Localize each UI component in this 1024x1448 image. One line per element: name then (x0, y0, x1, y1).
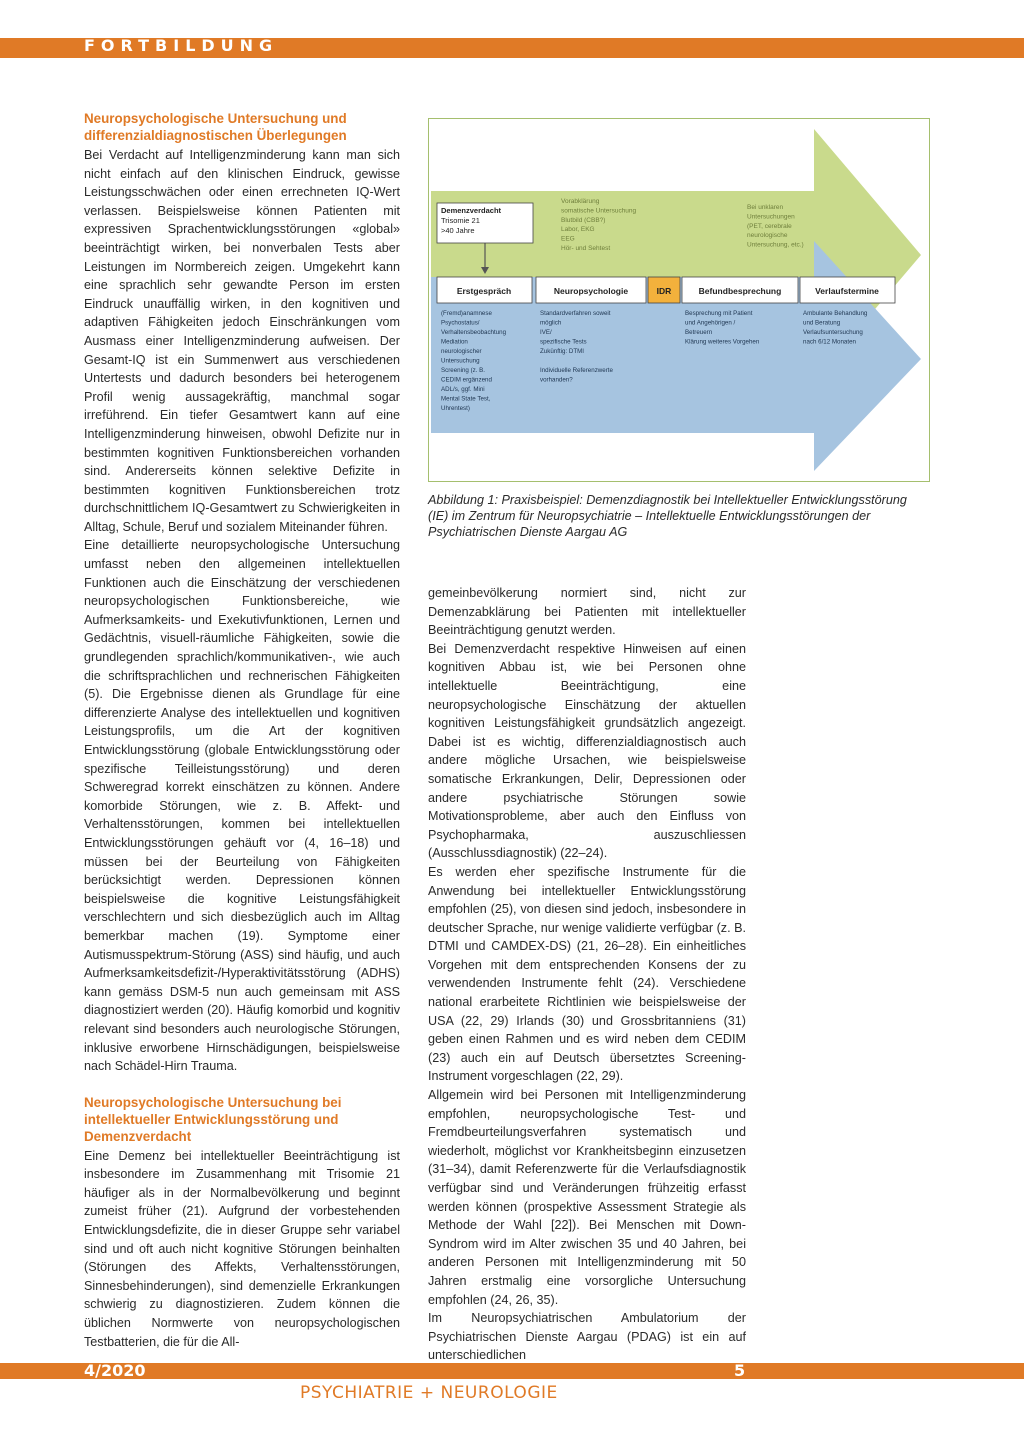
step-label: Verlaufstermine (815, 286, 879, 296)
pretest-text-line: Hör- und Sehtest (561, 245, 611, 252)
step-detail-text-line: Screening (z. B. (441, 367, 486, 374)
step-detail-text-line: Besprechung mit Patient (685, 310, 753, 317)
step-detail-text-line: spezifische Tests (540, 338, 587, 346)
footer-bar (0, 1363, 1024, 1379)
journal-title: PSYCHIATRIE + NEUROLOGIE (300, 1383, 558, 1403)
paragraph: Im Neuropsychiatrischen Ambulatorium der Psychiatrischen Dienste Aargau (PDAG) ist ein auf unterschiedlichen (428, 1311, 746, 1363)
section-title: FORTBILDUNG (84, 36, 279, 55)
pretest-text-line: EEG (561, 235, 575, 243)
step-detail-text-line: Verhaltensbeobachtung (441, 329, 507, 336)
paragraph: Bei Demenzverdacht respektive Hinweisen auf einen kognitiven Abbau ist, wie bei Personen ohne intellektuelle Beeinträchtigung, eine neuropsychologische Einschätzung der aktuellen kognitiven Leistungsfähigkeit grundsätzlich angezeigt. Dabei ist es wichtig, differenzialdiagnostisch auch andere mögliche Ursachen, wie beispielsweise somatische Erkrankungen, Delir, Depressionen oder andere psychiatrische Störungen sowie Motivationsprobleme, aber auch den Einfluss von Psychopharmaka, auszuschliessen (Ausschlussdiagnostik) (22–24). (428, 641, 746, 861)
paragraph: Eine Demenz bei intellektueller Beeinträchtigung ist insbesondere im Zusammenhang mit Trisomie 21 häufiger als in der Normalbevölkerung und beginnt zumeist früher (21). Aufgrund der vorbestehenden Entwicklungsdefizite, die in dieser Gruppe sehr variabel sind und oft auch nicht kognitive Störungen beinhalten (Störungen des Affekts, Verhaltensstörungen, Sinnesbehinderungen), sind demenzielle Erkrankungen schwierig zu diagnostizieren. Zudem können die üblichen Normwerte von neuropsychologischen Testbatterien, die für die All- (84, 1148, 400, 1349)
step-detail-text-line: Untersuchung (441, 357, 480, 365)
step-detail-text-line: neurologischer (441, 348, 482, 355)
step-detail-text-line: ADL/s, ggf. Mini (441, 386, 485, 393)
step-detail-text-line: möglich (540, 319, 562, 327)
step-detail-text-line: Mental State Test, (441, 395, 491, 403)
step-detail-text-line: Individuelle Referenzwerte (540, 367, 613, 374)
left-column (84, 110, 400, 1351)
referral-text-line: >40 Jahre (441, 226, 475, 235)
referral-text-line: Trisomie 21 (441, 216, 480, 225)
further-test-text-line: Untersuchung, etc.) (747, 241, 804, 249)
paragraph: Bei Verdacht auf Intelligenzminderung kann man sich nicht einfach auf den klinischen Eindruck, gewisse Leistungsschwächen oder einen errechneten IQ-Wert verlassen. Beispielsweise können Patienten mit expressiven Sprachentwicklungsstörungen «global» beeinträchtigt wirken, bei nonverbalen Tests aber Leistungen im Normbereich zeigen. Umgekehrt kann eine sprachlich sehr gewandte Person im ersten Eindruck unauffällig wirken, in den kognitiven und adaptiven Fähigkeiten jedoch Einschränkungen vom Ausmass einer Intelligenzminderung aufweisen. Der Gesamt-IQ ist ein Summenwert aus verschiedenen Untertests und dadurch besonders bei heterogenem Profil wenig aussagekräftig, manchmal sogar irreführend. Ein tiefer Gesamtwert kann auf eine Intelligenzminderung hinweisen, obwohl Defizite nur in bestimmten kognitiven Funktionsbereichen vorhanden sind. Andererseits können selektive Defizite in bestimmten kognitiven Funktionsbereichen trotz durchschnittlichem IQ-Gesamtwert zu Schwierigkeiten in Alltag, Schule, Beruf und sozialem Miteinander führen. (84, 148, 400, 534)
step-label: Erstgespräch (456, 286, 512, 296)
paragraph: gemeinbevölkerung normiert sind, nicht zur Demenzabklärung bei Patienten mit intellektueller Beeinträchtigung genutzt werden. (428, 586, 746, 638)
page-number: 5 (734, 1361, 746, 1380)
step-detail-text-line: nach 6/12 Monaten (803, 338, 856, 346)
step-detail-text-line: Ambulante Behandlung (803, 310, 868, 317)
step-detail-text-line: (Fremd)anamnese (441, 310, 492, 317)
step-detail-text-line: IVE/ (540, 329, 552, 336)
step-detail-text-line: Betreuern (685, 329, 713, 336)
pretest-text-line: Vorabklärung (561, 198, 600, 205)
pretest-text-line: somatische Untersuchung (561, 207, 637, 215)
step-detail-text-line: und Beratung (803, 319, 841, 327)
step-detail-text-line: Verlaufsuntersuchung (803, 329, 863, 336)
referral-text-line: Demenzverdacht (441, 206, 502, 215)
paragraph: Allgemein wird bei Personen mit Intelligenzminderung empfohlen, neuropsychologische Test- und Fremdbeurteilungsverfahren systematisch und wiederholt, möglichst vor Krankheitsbeginn einzusetzen (31–34), damit Referenzwerte für die Verlaufsdiagnostik verfügbar sind und Veränderungen frühzeitig erfasst werden können (prospektive Assessment Strategie als Methode der Wahl [22]). Bei Menschen mit Down-Syndrom wird im Alter zwischen 35 und 40 Jahren, bei anderen Personen mit Intelligenzminderung mit 50 Jahren erstmalig eine vorsorgliche Untersuchung empfohlen (24, 26, 35). (428, 1088, 746, 1307)
issue-number: 4/2020 (84, 1361, 146, 1380)
step-detail-text-line: Psychostatus/ (441, 319, 480, 327)
step-label: Neuropsychologie (553, 286, 629, 296)
further-test-text-line: Bei unklaren (747, 204, 784, 211)
section-heading: Neuropsychologische Untersuchung und differenzialdiagnostischen Überlegungen (84, 111, 347, 143)
further-test-text-line: Untersuchungen (747, 213, 795, 221)
pretest-text-line: Blutbild (CBB?) (561, 216, 606, 224)
step-detail-text-line: Mediation (441, 338, 468, 346)
step-detail-text-line: Klärung weiteres Vorgehen (685, 338, 760, 346)
section-heading: Neuropsychologische Untersuchung bei intellektueller Entwicklungsstörung und Demenzverdacht (84, 1094, 342, 1144)
step-detail-text-line: vorhanden? (540, 376, 573, 384)
step-label: IDR (656, 286, 672, 296)
step-detail-text-line: Standardverfahren soweit (540, 310, 611, 317)
step-detail-text-line: Uhrentest) (441, 405, 470, 412)
step-detail-text-line: Zukünftig: DTMI (540, 348, 585, 355)
further-test-text-line: (PET, cerebrale (747, 222, 792, 230)
figure-diagram (428, 118, 930, 482)
pretest-text-line: Labor, EKG (561, 226, 595, 234)
paragraph: Es werden eher spezifische Instrumente für die Anwendung bei intellektueller Entwicklungsstörung empfohlen (25), von diesen sind jedoch, insbesondere in deutscher Sprache, nur wenige validierte verfügbar (z. B. DTMI und CAMDEX-DS) (21, 26–28). Ein einheitliches Vorgehen mit dem entsprechenden Konsens der zu verwendenden Instrumente fehlt (24). Verschiedene national erarbeitete Richtlinien wie beispielsweise der USA (22, 29) Irlands (30) und Grossbritanniens (31) geben einen Rahmen und es wird neben dem CEDIM (23) auch ein auf Deutsch übersetztes Screening-Instrument vorgeschlagen (22, 29). (428, 864, 746, 1084)
further-test-text-line: neurologische (747, 232, 788, 240)
process-diagram (429, 119, 929, 481)
right-column (428, 584, 746, 1365)
figure-caption: Abbildung 1: Praxisbeispiel: Demenzdiagnostik bei Intellektueller Entwicklungsstörung (IE) im Zentrum für Neuropsychiatrie – Intellektuelle Entwicklungsstörungen der Psychiatrischen Dienste Aargau AG (428, 493, 907, 539)
step-label: Befundbesprechung (698, 286, 782, 296)
step-detail-text-line: CEDIM ergänzend (441, 376, 492, 384)
step-detail-text-line: und Angehörigen / (685, 319, 736, 327)
paragraph: Eine detaillierte neuropsychologische Untersuchung umfasst neben den allgemeinen intellektuellen Funktionen auch die Einschätzung der verschiedenen neuropsychologischen Funktionsbereiche, wie Aufmerksamkeits- und Exekutivfunktionen, Lernen und Gedächtnis, visuell-räumliche Fähigkeiten, sowie die grundlegenden sprachlich/kommunikativen-, wie auch die schriftsprachlichen und rechnerischen Fähigkeiten (5). Die Ergebnisse dienen als Grundlage für eine differenzierte Analyse des intellektuellen und kognitiven Leistungsprofils, um die Art der kognitiven Entwicklungsstörung (globale Entwicklungsstörung oder spezifische Teilleistungsstörung) und deren Schweregrad korrekt einschätzen zu können. Andere komorbide Störungen, wie z. B. Affekt- und Verhaltensstörungen, kommen bei intellektuellen Entwicklungsstörungen gehäuft vor (4, 16–18) und müssen bei der Beurteilung von Fähigkeiten berücksichtigt werden. Depressionen können beispielsweise die kognitive Leistungsfähigkeit verschlechtern und sich diesbezüglich auch im Alltag bemerkbar machen (19). Symptome einer Autismusspektrum-Störung (ASS) sind häufig, und auch Aufmerksamkeitsdefizit-/Hyperaktivitätsstörung (ADHS) kann gemäss DSM-5 nun auch gemeinsam mit ASS diagnostiziert werden (20). Häufig komorbid und kognitiv relevant sind besonders auch neurologische Störungen, inklusive erworbene Hirnschädigungen, beispielsweise nach Schädel-Hirn Trauma. (84, 538, 400, 1074)
